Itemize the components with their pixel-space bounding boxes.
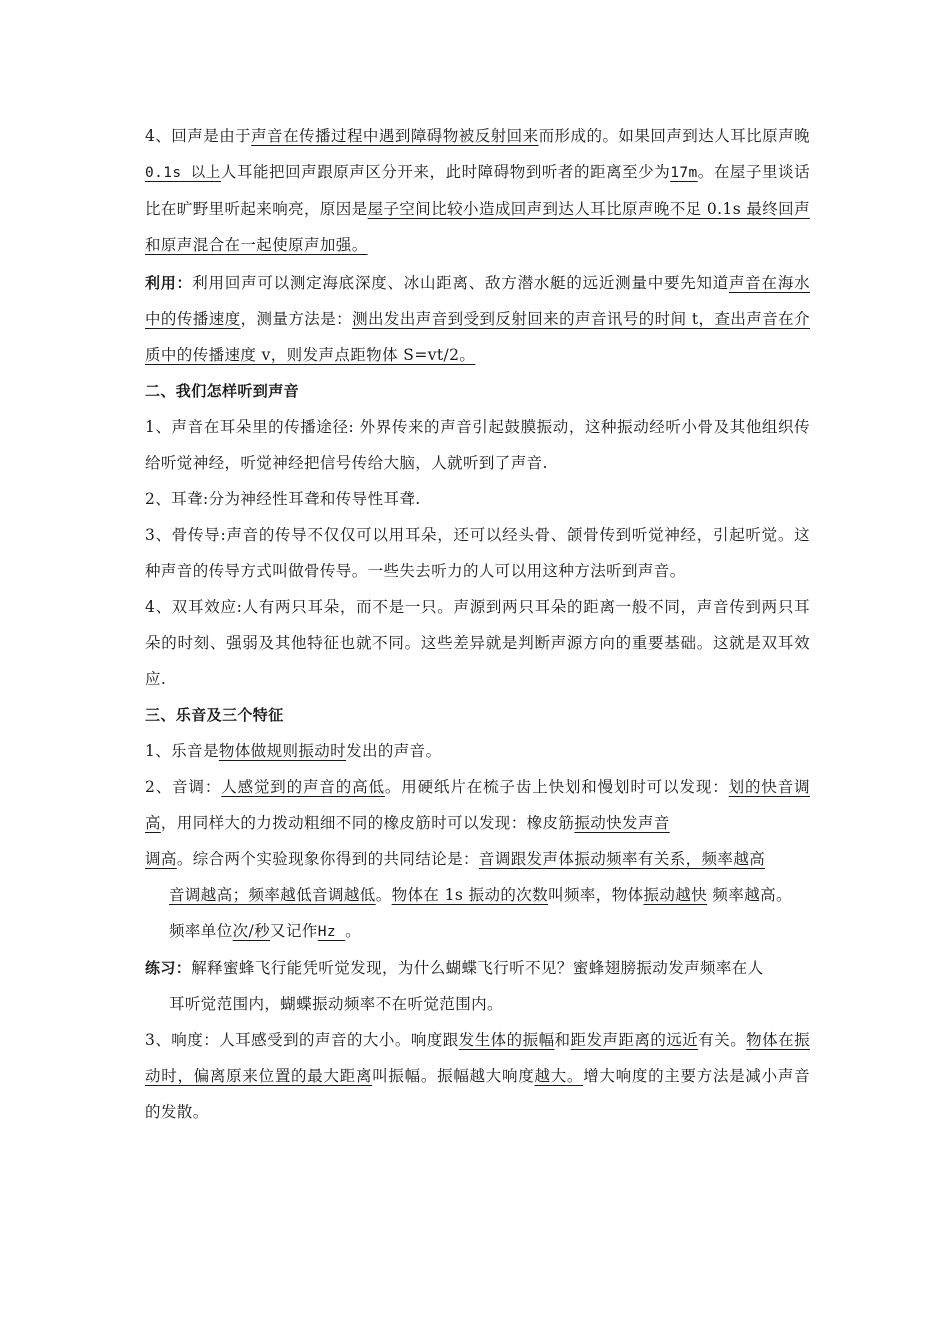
underlined-answer: 越大。 [534,1067,584,1085]
underlined-answer: 振动越快 [643,886,708,904]
underlined-answer: 物体做规则振动时 [218,742,347,760]
list-item-continued [145,877,810,913]
text: ，测量方法是： [240,310,353,328]
text: 又记作 [270,922,318,940]
list-item-continued [145,913,810,950]
text: 增大响度的主要方法是减小声音的发散。 [145,1067,811,1121]
underlined-answer: 调高 [145,850,177,868]
text: ，用同样大的力拨动粗细不同的橡皮筋时可以发现：橡皮筋 [160,814,575,832]
underlined-answer: 发生体的振幅 [458,1031,555,1049]
practice-paragraph [145,950,810,986]
underlined-answer: 距发声距离的远近 [570,1031,699,1049]
underlined-answer: 次/秒 [232,922,271,940]
underlined-answer: 物体在振动时，偏离原来位置的最大距离 [145,1031,810,1085]
underlined-answer: 声音在海水中的传播速度 [145,274,810,328]
text: 2、音调： [145,778,222,796]
underlined-answer: 声音在传播过程中遇到障碍物被反射回来 [251,127,539,145]
text: 有关。 [698,1031,747,1049]
text: 频率单位 [169,922,233,940]
practice-paragraph-continued: 耳听觉范围内，蝴蝶振动频率不在听觉范围内。 [169,995,503,1013]
underlined-answer: 人感觉到的声音的高低 [221,778,385,796]
list-item-continued [145,841,810,877]
underlined-answer: 17m [670,165,698,181]
text: 1、乐音是 [145,742,219,760]
text: 和 [554,1031,571,1049]
underlined-answer: 划的快音调高 [145,778,810,832]
list-item [145,733,810,769]
paragraph-use [145,265,810,373]
text: 。用硬纸片在梳子齿上快划和慢划时可以发现： [384,778,729,796]
label-use: 利用： [145,274,193,292]
list-item: 4、双耳效应:人有两只耳朵，而不是一只。声源到两只耳朵的距离一般不同，声音传到两只耳朵的时刻、强弱及其他特征也就不同。这些差异就是判断声源方向的重要基础。这就是双耳效应. [145,598,810,688]
text: 。 [345,922,362,940]
list-item: 3、骨传导:声音的传导不仅仅可以用耳朵，还可以经头骨、颌骨传到听觉神经，引起听觉。这种声音的传导方式叫做骨传导。一些失去听力的人可以用这种方法听到声音。 [145,526,810,580]
section-heading-2: 二、我们怎样听到声音 [145,382,300,400]
text: 。 [375,886,392,904]
text: 解释蜜蜂飞行能凭听觉发现，为什么蝴蝶飞行听不见？蜜蜂翅膀振动发声频率在人 [191,959,764,977]
underlined-answer: 音调跟发声体振动频率有关系，频率越高 [478,850,766,868]
document-page [145,118,810,1130]
underlined-answer: 测出发出声音到受到反射回来的声音讯号的时间 t，查出声音在介质中的传播速度 v，则发声点距物体 S=vt/2。 [145,310,810,364]
underlined-answer: Hz [317,924,346,940]
underlined-answer: 屋子空间比较小造成回声到达人耳比原声晚不足 0.1s 最终回声和原声混合在一起使原声加强。 [145,200,810,254]
label-practice: 练习： [145,959,192,977]
section-heading-3: 三、乐音及三个特征 [145,706,284,724]
list-item [145,1022,810,1130]
text: 而形成的。如果回声到达人耳比原声晚 [538,127,810,145]
text: 叫频率，物体 [548,886,644,904]
text: 人耳能把回声跟原声区分开来，此时障碍物到听者的距离至少为 [220,163,671,181]
underlined-answer: 物体在 1s 振动的次数 [391,886,549,904]
underlined-answer: 振动快发声音 [574,814,670,832]
text: 发出的声音。 [346,742,442,760]
list-item [145,769,810,841]
underlined-answer: 0.1s 以上 [145,165,221,181]
text: 4、回声是由于 [145,127,252,145]
list-item: 1、声音在耳朵里的传播途径: 外界传来的声音引起鼓膜振动，这种振动经听小骨及其他组织传给听觉神经，听觉神经把信号传给大脑，人就听到了声音. [145,418,810,472]
text: 。综合两个实验现象你得到的共同结论是： [176,850,479,868]
text: 3、响度：人耳感受到的声音的大小。响度跟 [145,1031,459,1049]
text: 。在屋子里谈话比在旷野里听起来响亮，原因是 [145,163,810,218]
paragraph-echo [145,118,810,263]
text: 利用回声可以测定海底深度、冰山距离、敌方潜水艇的远近测量中要先知道 [192,274,730,292]
text: 频率越高。 [707,886,792,904]
underlined-answer: 音调越高；频率越低音调越低 [169,886,376,904]
list-item: 2、耳聋:分为神经性耳聋和传导性耳聋. [145,490,421,508]
text: 叫振幅。振幅越大响度 [372,1067,535,1085]
